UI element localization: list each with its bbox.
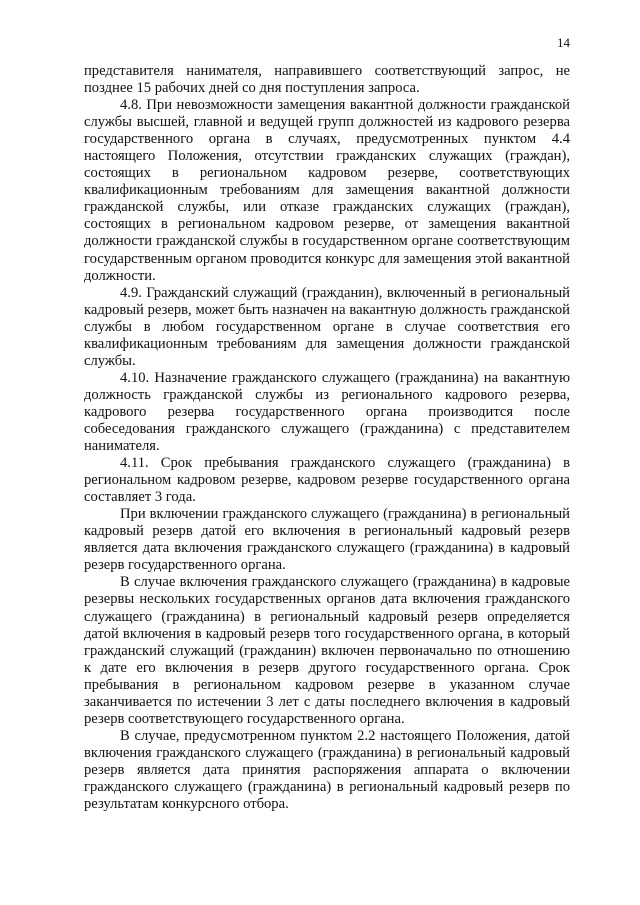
paragraph-4-8: 4.8. При невозможности замещения вакантной должности гражданской службы высшей, главной и ведущей групп должностей из кадрового резерва государственного органа в случаях, предусмотренных пунктом 4.4 настоящего Положения, отсутствии гражданских служащих (граждан), состоящих в региональном кадровом резерве, соответствующих квалификационным требованиям для замещения вакантной должности гражданской службы, или отказе гражданских служащих (граждан), состоящих в региональном кадровом резерве, от замещения вакантной должности гражданской службы в государственном органе соответствующим государственным органом проводится конкурс для замещения этой вакантной должности.: [84, 97, 570, 284]
paragraph-4-9: 4.9. Гражданский служащий (гражданин), включенный в региональный кадровый резерв, может быть назначен на вакантную должность гражданской службы в любом государственном органе в случае соответствия его квалификационным требованиям для замещения должности гражданской службы.: [84, 284, 570, 369]
paragraph-competitive-selection: В случае, предусмотренном пунктом 2.2 настоящего Положения, датой включения гражданского служащего (гражданина) в региональный кадровый резерв является дата принятия распоряжения аппарата о включении гражданского служащего (гражданина) в региональный кадровый резерв по результатам конкурсного отбора.: [84, 727, 570, 813]
paragraph-4-10: 4.10. Назначение гражданского служащего (гражданина) на вакантную должность гражданской службы из регионального кадрового резерва, кадрового резерва государственного органа производится после собеседования гражданского служащего (гражданина) с представителем нанимателя.: [84, 369, 570, 455]
paragraph-continuation: представителя нанимателя, направившего соответствующий запрос, не позднее 15 рабочих дней со дня поступления запроса.: [84, 63, 570, 97]
paragraph-multiple-reserves: В случае включения гражданского служащего (гражданина) в кадровые резервы нескольких государственных органов дата включения гражданского служащего (гражданина) в региональный кадровый резерв определяется датой включения в кадровый резерв того государственного органа, в который гражданский служащий (гражданин) включен первоначально по отношению к дате его включения в резерв другого государственного органа. Срок пребывания в региональном кадровом резерве в указанном случае заканчивается по истечении 3 лет с даты последнего включения в кадровый резерв соответствующего государственного органа.: [84, 574, 570, 727]
document-body: [84, 63, 570, 813]
paragraph-inclusion-date: При включении гражданского служащего (гражданина) в региональный кадровый резерв датой его включения в региональный кадровый резерв является дата включения гражданского служащего (гражданина) в кадровый резерв государственного органа.: [84, 506, 570, 574]
page-number: 14: [557, 35, 570, 50]
paragraph-4-11: 4.11. Срок пребывания гражданского служащего (гражданина) в региональном кадровом резерве, кадровом резерве государственного органа составляет 3 года.: [84, 455, 570, 506]
